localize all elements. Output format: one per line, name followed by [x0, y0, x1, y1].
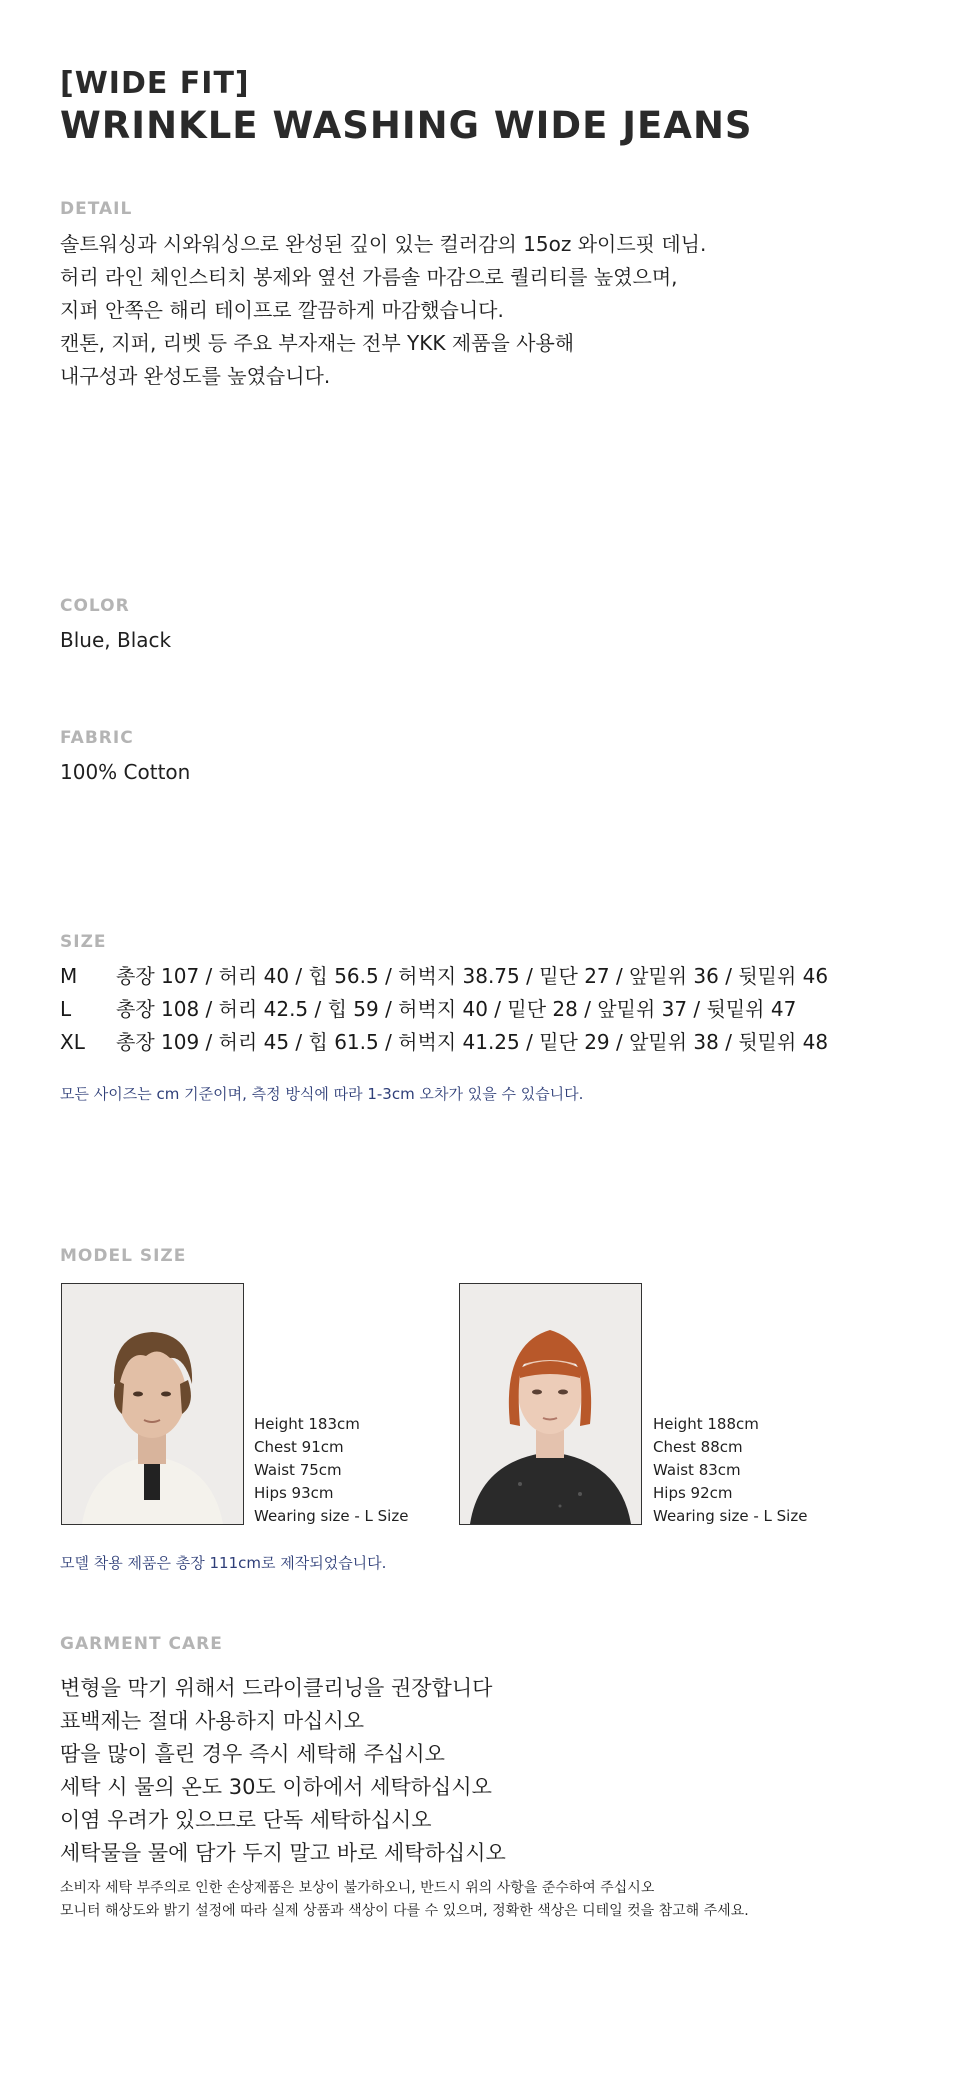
- size-label: M: [60, 964, 78, 988]
- color-value: Blue, Black: [60, 628, 172, 652]
- care-disclaimer: [60, 1877, 749, 1923]
- model-2-illustration: [460, 1284, 641, 1524]
- care-line: 변형을 막기 위해서 드라이클리닝을 권장합니다: [60, 1676, 493, 1700]
- fabric-value: 100% Cotton: [60, 760, 191, 784]
- model-chest: Chest 88cm: [653, 1438, 743, 1456]
- detail-line: 지퍼 안쪽은 해리 테이프로 깔끔하게 마감했습니다.: [60, 298, 504, 322]
- model-height: Height 183cm: [254, 1415, 360, 1433]
- model-waist: Waist 75cm: [254, 1461, 342, 1479]
- care-instructions: [60, 1672, 506, 1870]
- care-line: 이염 우려가 있으므로 단독 세탁하십시오: [60, 1808, 432, 1832]
- size-row-xl: [60, 1026, 920, 1059]
- detail-line: 솔트워싱과 시와워싱으로 완성된 깊이 있는 컬러감의 15oz 와이드핏 데님.: [60, 232, 707, 256]
- fabric-heading: FABRIC: [60, 728, 134, 748]
- model-stats-1: [254, 1413, 408, 1528]
- size-measurements: 총장 107 / 허리 40 / 힙 56.5 / 허벅지 38.75 / 밑단 27 / 앞밑위 36 / 뒷밑위 46: [116, 964, 829, 988]
- model-waist: Waist 83cm: [653, 1461, 741, 1479]
- color-heading: COLOR: [60, 596, 130, 616]
- size-label: XL: [60, 1030, 85, 1054]
- care-line: 세탁 시 물의 온도 30도 이하에서 세탁하십시오: [60, 1775, 492, 1799]
- detail-heading: DETAIL: [60, 199, 133, 219]
- model-chest: Chest 91cm: [254, 1438, 344, 1456]
- size-measurements: 총장 108 / 허리 42.5 / 힙 59 / 허벅지 40 / 밑단 28 / 앞밑위 37 / 뒷밑위 47: [116, 997, 797, 1021]
- model-1-illustration: [62, 1284, 243, 1524]
- model-note: 모델 착용 제품은 총장 111cm로 제작되었습니다.: [60, 1554, 387, 1572]
- care-line: 땀을 많이 흘린 경우 즉시 세탁해 주십시오: [60, 1742, 445, 1766]
- care-line: 세탁물을 물에 담가 두지 말고 바로 세탁하십시오: [60, 1841, 506, 1865]
- size-row-m: [60, 960, 920, 993]
- size-heading: SIZE: [60, 932, 107, 952]
- fit-label: [WIDE FIT]: [60, 66, 250, 101]
- model-photo-2: [459, 1283, 642, 1525]
- product-title: WRINKLE WASHING WIDE JEANS: [60, 104, 753, 147]
- size-measurements: 총장 109 / 허리 45 / 힙 61.5 / 허벅지 41.25 / 밑단 29 / 앞밑위 38 / 뒷밑위 48: [116, 1030, 829, 1054]
- detail-line: 캔톤, 지퍼, 리벳 등 주요 부자재는 전부 YKK 제품을 사용해: [60, 331, 575, 355]
- detail-line: 허리 라인 체인스티치 봉제와 옆선 가름솔 마감으로 퀄리티를 높였으며,: [60, 265, 678, 289]
- disclaimer-line: 소비자 세탁 부주의로 인한 손상제품은 보상이 불가하오니, 반드시 위의 사항을 준수하여 주십시오: [60, 1880, 655, 1896]
- size-label: L: [60, 997, 72, 1021]
- disclaimer-line: 모니터 해상도와 밝기 설정에 따라 실제 상품과 색상이 다를 수 있으며, 정확한 색상은 디테일 컷을 참고해 주세요.: [60, 1903, 749, 1919]
- size-row-l: [60, 993, 920, 1026]
- detail-line: 내구성과 완성도를 높였습니다.: [60, 364, 331, 388]
- care-line: 표백제는 절대 사용하지 마십시오: [60, 1709, 365, 1733]
- model-wearing-size: Wearing size - L Size: [254, 1507, 409, 1525]
- model-wearing-size: Wearing size - L Size: [653, 1507, 808, 1525]
- model-photo-1: [61, 1283, 244, 1525]
- model-hips: Hips 92cm: [653, 1484, 733, 1502]
- model-stats-2: [653, 1413, 807, 1528]
- model-height: Height 188cm: [653, 1415, 759, 1433]
- garment-care-heading: GARMENT CARE: [60, 1634, 223, 1654]
- model-hips: Hips 93cm: [254, 1484, 334, 1502]
- detail-description: [60, 228, 706, 393]
- model-size-heading: MODEL SIZE: [60, 1246, 187, 1266]
- size-note: 모든 사이즈는 cm 기준이며, 측정 방식에 따라 1-3cm 오차가 있을 수 있습니다.: [60, 1085, 584, 1103]
